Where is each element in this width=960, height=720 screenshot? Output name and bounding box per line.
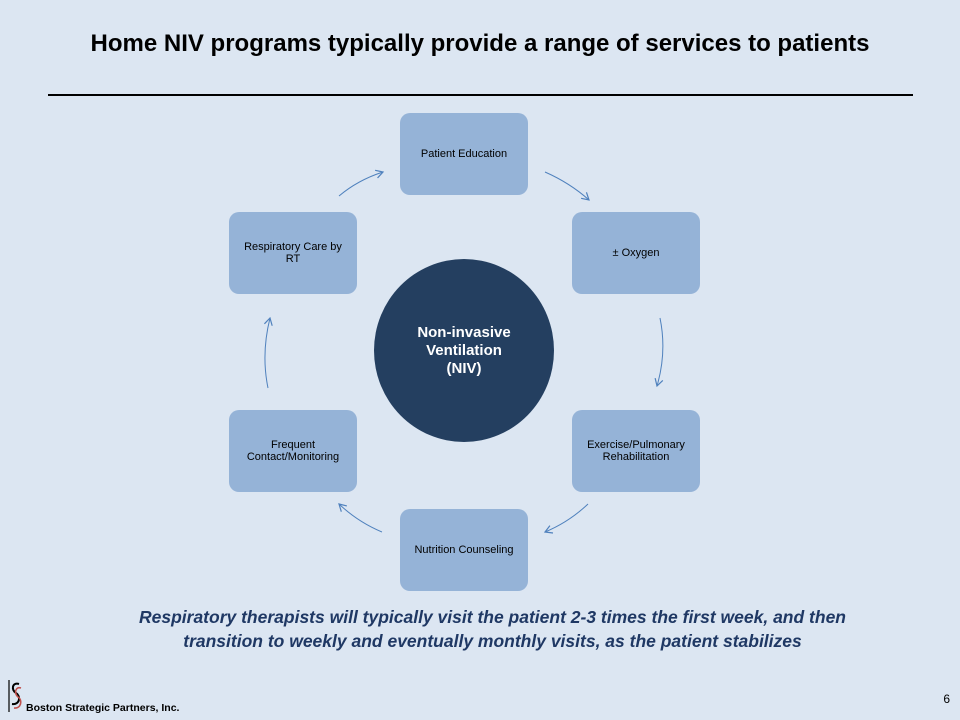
arrow-exercise-to-nutrition bbox=[545, 504, 588, 532]
arrow-respiratory-to-education bbox=[339, 172, 383, 196]
node-nutrition-counseling: Nutrition Counseling bbox=[400, 509, 528, 591]
page-number: 6 bbox=[943, 692, 950, 706]
caption: Respiratory therapists will typically visit the patient 2-3 times the first week, and then transition to weekly and eventually monthly visits, as the patient stabilizes bbox=[138, 607, 846, 651]
arrow-contact-to-respiratory bbox=[265, 318, 270, 388]
node-exercise-rehabilitation: Exercise/Pulmonary Rehabilitation bbox=[572, 410, 700, 492]
title-divider bbox=[48, 94, 913, 96]
arrow-oxygen-to-exercise bbox=[657, 318, 663, 386]
company-name: Boston Strategic Partners, Inc. bbox=[26, 702, 180, 714]
arrow-education-to-oxygen bbox=[545, 172, 589, 200]
node-oxygen: ± Oxygen bbox=[572, 212, 700, 294]
node-patient-education: Patient Education bbox=[400, 113, 528, 195]
node-respiratory-care: Respiratory Care by RT bbox=[229, 212, 357, 294]
slide-title: Home NIV programs typically provide a range of services to patients bbox=[90, 30, 870, 57]
node-frequent-contact: Frequent Contact/Monitoring bbox=[229, 410, 357, 492]
company-logo bbox=[6, 678, 24, 714]
arrow-nutrition-to-contact bbox=[339, 504, 382, 532]
hub-niv: Non-invasive Ventilation (NIV) bbox=[374, 259, 554, 442]
